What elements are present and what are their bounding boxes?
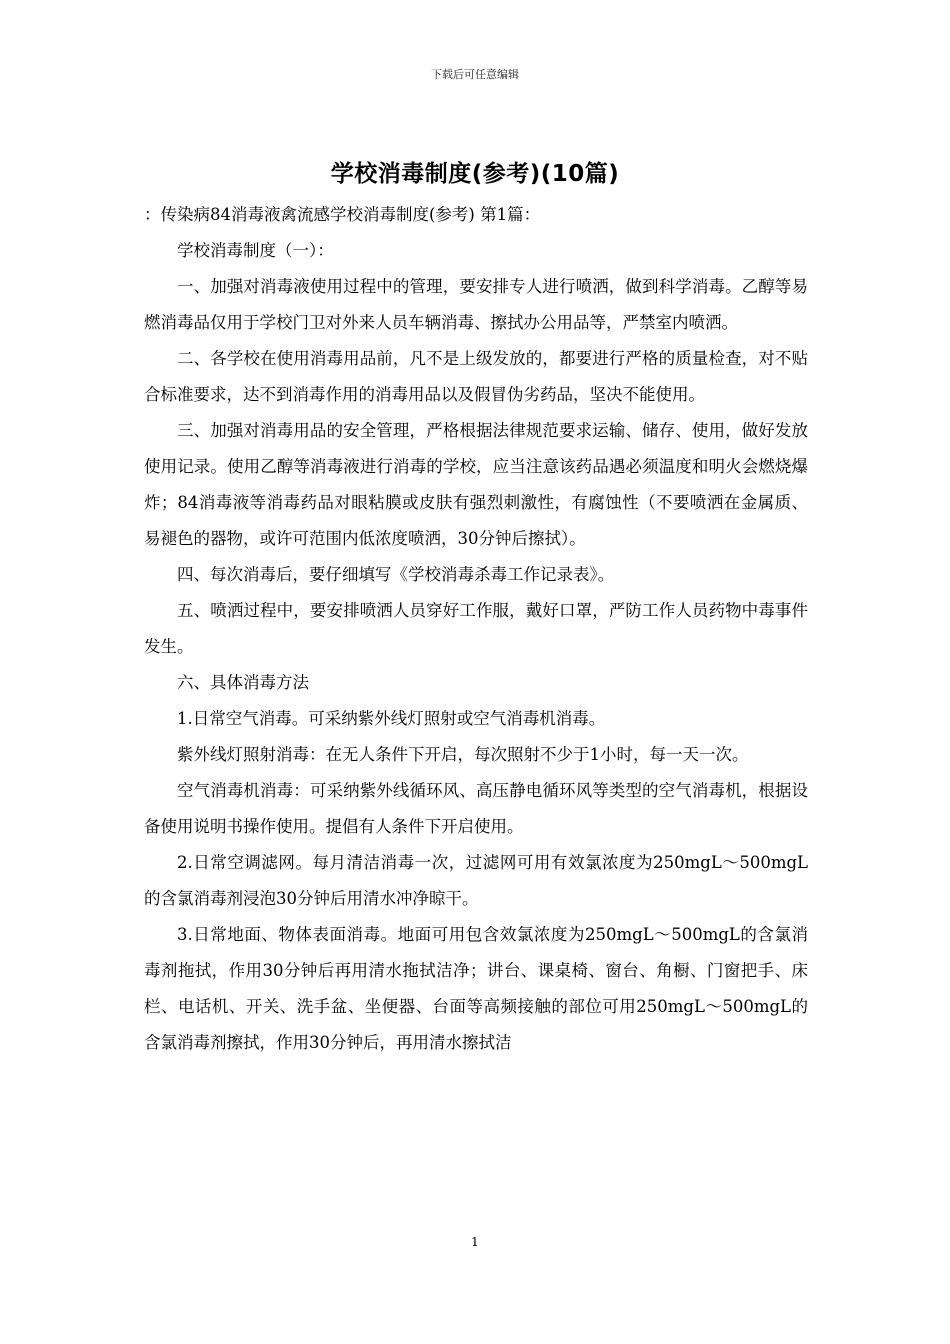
paragraph-method-1: 1.日常空气消毒。可采纳紫外线灯照射或空气消毒机消毒。 [177, 709, 606, 728]
document-title: 学校消毒制度(参考)(10篇) [330, 161, 620, 187]
paragraph-section-heading: 学校消毒制度（一）： [177, 241, 334, 260]
document-body [144, 197, 808, 1061]
paragraph-method-3: 3.日常地面、物体表面消毒。地面可用包含效氯浓度为250mgL～500mgL的含氯消毒剂拖拭，作用30分钟后再用清水拖拭洁净；讲台、课桌椅、窗台、角橱、门窗把手、床栏、电话机、开关、洗手盆、坐便器、台面等高频接触的部位可用250mgL～500mgL的含氯消毒剂擦拭，作用30分钟后，再用清水擦拭洁 [144, 925, 808, 1052]
page-number: 1 [471, 1235, 479, 1249]
header-note: 下载后可任意编辑 [431, 68, 519, 81]
paragraph-item-3: 三、加强对消毒用品的安全管理，严格根据法律规范要求运输、储存、使用，做好发放使用记录。使用乙醇等消毒液进行消毒的学校，应当注意该药品遇必须温度和明火会燃烧爆炸；84消毒液等消毒药品对眼粘膜或皮肤有强烈刺激性，有腐蚀性（不要喷洒在金属质、易褪色的器物，或许可范围内低浓度喷洒，30分钟后擦拭）。 [144, 421, 808, 548]
paragraph-intro: ：传染病84消毒液禽流感学校消毒制度(参考) 第1篇： [144, 205, 541, 224]
paragraph-item-2: 二、各学校在使用消毒用品前，凡不是上级发放的，都要进行严格的质量检查，对不贴合标准要求，达不到消毒作用的消毒用品以及假冒伪劣药品，坚决不能使用。 [144, 349, 808, 404]
paragraph-item-4: 四、每次消毒后，要仔细填写《学校消毒杀毒工作记录表》。 [177, 565, 615, 584]
paragraph-item-5: 五、喷洒过程中，要安排喷洒人员穿好工作服，戴好口罩，严防工作人员药物中毒事件发生。 [144, 601, 808, 656]
paragraph-item-6: 六、具体消毒方法 [177, 673, 309, 692]
paragraph-air-purifier: 空气消毒机消毒：可采纳紫外线循环风、高压静电循环风等类型的空气消毒机，根据设备使用说明书操作使用。提倡有人条件下开启使用。 [144, 781, 808, 836]
paragraph-method-2: 2.日常空调滤网。每月清洁消毒一次，过滤网可用有效氯浓度为250mgL～500mgL的含氯消毒剂浸泡30分钟后用清水冲净晾干。 [144, 853, 808, 908]
paragraph-uv-lamp: 紫外线灯照射消毒：在无人条件下开启，每次照射不少于1小时，每一天一次。 [177, 745, 749, 764]
paragraph-item-1: 一、加强对消毒液使用过程中的管理，要安排专人进行喷洒，做到科学消毒。乙醇等易燃消毒品仅用于学校门卫对外来人员车辆消毒、擦拭办公用品等，严禁室内喷洒。 [144, 277, 808, 332]
